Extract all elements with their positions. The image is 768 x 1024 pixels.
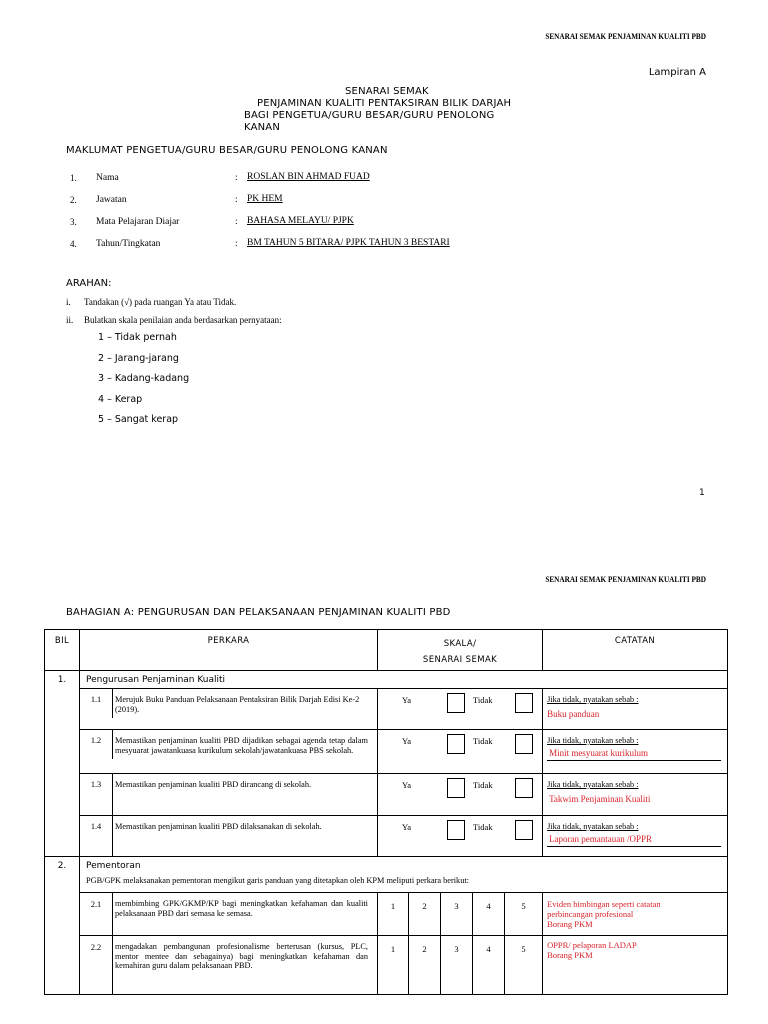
col-header-perkara: PERKARA <box>80 630 378 671</box>
scale-option-4[interactable]: 4 <box>473 936 505 995</box>
yes-label: Ya <box>402 695 412 705</box>
item-number: 1.2 <box>90 736 102 745</box>
yes-no-wrap <box>378 778 542 798</box>
yes-no-wrap <box>378 693 542 713</box>
item-number: 2.2 <box>90 943 102 952</box>
scale-item: 5 – Sangat kerap <box>98 414 179 425</box>
item-text: Merujuk Buku Panduan Pelaksanaan Pentaksiran Bilik Darjah Edisi Ke-2 (2019). <box>112 689 374 718</box>
item-cell <box>80 816 378 857</box>
section-row <box>45 671 728 689</box>
yes-checkbox[interactable] <box>447 778 465 798</box>
yes-no-wrap <box>378 734 542 754</box>
reason-prompt: Jika tidak, nyatakan sebab : <box>547 780 639 789</box>
note-line: Borang PKM <box>547 950 593 960</box>
reason-prompt: Jika tidak, nyatakan sebab : <box>547 736 639 745</box>
title-line-4: KANAN <box>244 122 281 133</box>
scale-item: 1 – Tidak pernah <box>98 332 177 343</box>
info-value: PK HEM <box>247 194 283 204</box>
item-text: membimbing GPK/GKMP/KP bagi meningkatkan kefahaman dan kualiti pelaksanaan PBD dari semasa ke semasa. <box>112 893 374 935</box>
item-cell <box>80 936 378 995</box>
yes-no-cell <box>378 689 543 730</box>
item-cell <box>80 730 378 774</box>
page-header: SENARAI SEMAK PENJAMINAN KUALITI PBD <box>545 574 706 584</box>
info-value: ROSLAN BIN AHMAD FUAD <box>247 172 370 182</box>
section-intro: PGB/GPK melaksanakan pementoran mengikut garis panduan yang ditetapkan oleh KPM meliputi perkara berikut: <box>86 876 469 885</box>
item-cell <box>80 774 378 816</box>
section-number: 2. <box>45 857 80 995</box>
title-line-1: SENARAI SEMAK <box>345 86 429 97</box>
yes-no-cell <box>378 774 543 816</box>
section-title: Pengurusan Penjaminan Kualiti <box>80 671 728 689</box>
note-line: Eviden bimbingan seperti catatan <box>547 899 661 909</box>
col-header-catatan: CATATAN <box>543 630 728 671</box>
item-text: Memastikan penjaminan kualiti PBD dijadikan sebagai agenda tetap dalam mesyuarat jawatankuasa kurikulum sekolah/jawatankuasa PBS sekolah. <box>112 730 374 759</box>
section-title-cell <box>80 857 728 893</box>
item-text: mengadakan pembangunan profesionalisme berterusan (kursus, PLC, mentor mentee dan sebagainya) bagi meningkatkan kefahaman dan kemahiran guru dalam pelaksanaan PBD. <box>112 936 374 994</box>
page-number: 1 <box>699 488 705 498</box>
note-line: OPPR/ pelaporan LADAP <box>547 940 637 950</box>
item-cell <box>80 893 378 936</box>
yes-label: Ya <box>402 822 412 832</box>
note-cell <box>543 816 728 857</box>
instruction-text: Bulatkan skala penilaian anda berdasarkan pernyataan: <box>84 315 282 325</box>
scale-item: 2 – Jarang-jarang <box>98 353 179 364</box>
scale-option-3[interactable]: 3 <box>441 893 473 936</box>
scale-option-2[interactable]: 2 <box>409 936 441 995</box>
bahagian-a-title: BAHAGIAN A: PENGURUSAN DAN PELAKSANAAN PENJAMINAN KUALITI PBD <box>66 607 451 618</box>
info-number: 2. <box>70 195 77 205</box>
info-colon: : <box>235 217 238 227</box>
reason-note: Laporan pemantauan /OPPR <box>547 834 721 847</box>
item-wrap <box>80 816 377 856</box>
yes-checkbox[interactable] <box>447 820 465 840</box>
table-row <box>45 816 728 857</box>
col-header-skala <box>378 630 543 671</box>
table-row <box>45 893 728 936</box>
reason-note: Takwim Penjaminan Kualiti <box>549 793 651 804</box>
scale-option-4[interactable]: 4 <box>473 893 505 936</box>
info-value: BM TAHUN 5 BITARA/ PJPK TAHUN 3 BESTARI <box>247 238 450 248</box>
item-wrap <box>80 689 377 718</box>
item-wrap <box>80 774 377 815</box>
info-label: Nama <box>96 173 119 183</box>
info-colon: : <box>235 195 238 205</box>
note-line: perbincangan profesional <box>547 909 634 919</box>
info-section-title: MAKLUMAT PENGETUA/GURU BESAR/GURU PENOLONG KANAN <box>66 145 388 156</box>
info-number: 4. <box>70 239 77 249</box>
info-label: Jawatan <box>96 195 127 205</box>
no-label: Tidak <box>473 822 493 832</box>
item-number: 1.4 <box>90 822 102 831</box>
reason-prompt: Jika tidak, nyatakan sebab : <box>547 695 639 704</box>
item-number: 1.1 <box>90 695 102 704</box>
info-colon: : <box>235 239 238 249</box>
scale-option-5[interactable]: 5 <box>505 893 543 936</box>
checklist-table <box>44 629 728 995</box>
scale-option-3[interactable]: 3 <box>441 936 473 995</box>
scale-item: 4 – Kerap <box>98 394 143 405</box>
no-label: Tidak <box>473 695 493 705</box>
table-row <box>45 689 728 730</box>
no-checkbox[interactable] <box>515 734 533 754</box>
item-wrap <box>80 893 377 935</box>
reason-prompt: Jika tidak, nyatakan sebab : <box>547 822 639 831</box>
info-label: Tahun/Tingkatan <box>96 239 161 249</box>
info-colon: : <box>235 173 238 183</box>
yes-no-cell <box>378 730 543 774</box>
item-number: 2.1 <box>90 900 102 909</box>
scale-option-5[interactable]: 5 <box>505 936 543 995</box>
info-number: 1. <box>70 173 77 183</box>
col-header-skala-line-1: SKALA/ <box>443 639 477 649</box>
item-wrap <box>80 730 377 759</box>
no-checkbox[interactable] <box>515 778 533 798</box>
scale-option-1[interactable]: 1 <box>378 936 409 995</box>
col-header-bil: BIL <box>45 630 80 671</box>
table-header-row <box>45 630 728 671</box>
note-line: Borang PKM <box>547 919 593 929</box>
title-line-3: BAGI PENGETUA/GURU BESAR/GURU PENOLONG <box>244 110 495 121</box>
instruction-number: i. <box>66 297 71 307</box>
table-row <box>45 730 728 774</box>
yes-no-cell <box>378 816 543 857</box>
title-line-2: PENJAMINAN KUALITI PENTAKSIRAN BILIK DARJAH <box>257 98 512 109</box>
appendix-label: Lampiran A <box>648 67 706 78</box>
item-text: Memastikan penjaminan kualiti PBD dilaksanakan di sekolah. <box>112 816 374 856</box>
yes-checkbox[interactable] <box>447 693 465 713</box>
col-header-skala-line-2: SENARAI SEMAK <box>422 655 498 665</box>
item-wrap <box>80 936 377 994</box>
scale-item: 3 – Kadang-kadang <box>98 373 190 384</box>
scale-option-2[interactable]: 2 <box>409 893 441 936</box>
instruction-number: ii. <box>66 315 74 325</box>
section-number: 1. <box>45 671 80 857</box>
note-cell <box>543 730 728 774</box>
scale-option-1[interactable]: 1 <box>378 893 409 936</box>
page-header: SENARAI SEMAK PENJAMINAN KUALITI PBD <box>545 31 706 41</box>
no-label: Tidak <box>473 780 493 790</box>
item-text: Memastikan penjaminan kualiti PBD dirancang di sekolah. <box>112 774 374 815</box>
instruction-text: Tandakan (√) pada ruangan Ya atau Tidak. <box>84 297 237 307</box>
info-number: 3. <box>70 217 77 227</box>
yes-no-wrap <box>378 820 542 840</box>
no-checkbox[interactable] <box>515 693 533 713</box>
info-value: BAHASA MELAYU/ PJPK <box>247 216 354 226</box>
item-number: 1.3 <box>90 780 102 789</box>
info-label: Mata Pelajaran Diajar <box>96 217 180 227</box>
table-row <box>45 774 728 816</box>
arahan-title: ARAHAN: <box>66 278 112 289</box>
table-row <box>45 936 728 995</box>
note-cell <box>543 893 728 936</box>
section-row <box>45 857 728 893</box>
note-cell <box>543 936 728 995</box>
reason-note: Buku panduan <box>547 708 600 719</box>
reason-note: Minit mesyuarat kurikulum <box>547 748 721 761</box>
yes-checkbox[interactable] <box>447 734 465 754</box>
item-cell <box>80 689 378 730</box>
note-cell <box>543 774 728 816</box>
yes-label: Ya <box>402 736 412 746</box>
note-cell <box>543 689 728 730</box>
no-checkbox[interactable] <box>515 820 533 840</box>
yes-label: Ya <box>402 780 412 790</box>
section-title: Pementoran <box>86 861 141 871</box>
no-label: Tidak <box>473 736 493 746</box>
